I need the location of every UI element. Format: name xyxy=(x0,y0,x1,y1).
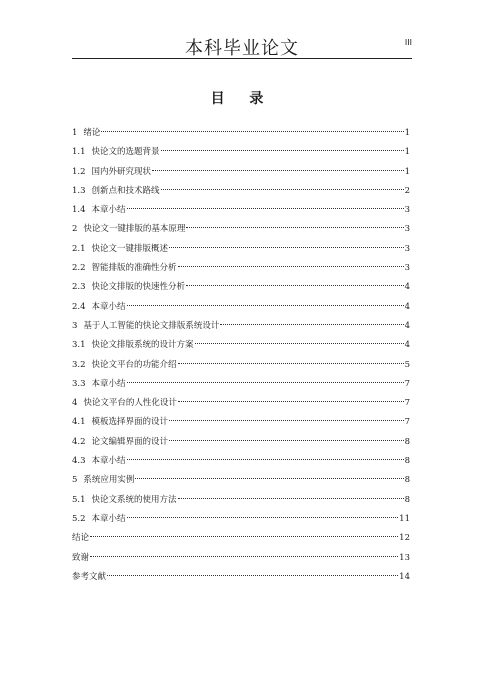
toc-entry[interactable] xyxy=(72,124,410,143)
toc-entry-number: 1.1 xyxy=(72,147,86,158)
toc-entry-title: 模板选择界面的设计 xyxy=(91,417,169,428)
toc-entry-title: 参考文献 xyxy=(72,571,107,582)
toc-entry-number: 3.2 xyxy=(72,359,86,370)
toc-entry-number: 2.2 xyxy=(72,263,86,274)
toc-entry-title: 快论文平台的人性化设计 xyxy=(83,398,177,409)
toc-entry-number: 4.1 xyxy=(72,417,86,428)
toc-entry-number: 1.4 xyxy=(72,205,86,216)
toc-entry-page: 8 xyxy=(404,475,410,486)
toc-entry-page: 1 xyxy=(404,147,410,158)
toc-entry-number: 2.1 xyxy=(72,243,86,254)
toc-entry-title: 结论 xyxy=(72,533,90,544)
toc-leader-dots xyxy=(186,227,403,228)
toc-entry-number: 2 xyxy=(72,224,78,235)
toc-entry-title: 创新点和技术路线 xyxy=(91,185,160,196)
toc-entry-number: 5.1 xyxy=(72,494,86,505)
toc-entry-number: 1.3 xyxy=(72,185,86,196)
toc-entry-number: 4.2 xyxy=(72,436,86,447)
toc-entry-title: 致谢 xyxy=(72,552,90,563)
toc-leader-dots xyxy=(90,556,398,557)
toc-entry-title: 快论文一键排版的基本原理 xyxy=(83,224,186,235)
toc-entry-number: 5 xyxy=(72,475,78,486)
toc-entry-page: 3 xyxy=(404,205,410,216)
toc-leader-dots xyxy=(161,150,404,151)
toc-entry[interactable] xyxy=(72,529,410,548)
toc-leader-dots xyxy=(178,363,404,364)
toc-leader-dots xyxy=(178,401,404,402)
toc-entry-number: 5.2 xyxy=(72,513,86,524)
toc-entry-title: 系统应用实例 xyxy=(83,475,135,486)
toc-entry-page: 12 xyxy=(399,533,410,544)
toc-entry-page: 3 xyxy=(404,243,410,254)
toc-leader-dots xyxy=(169,247,404,248)
toc-entry[interactable] xyxy=(72,201,410,220)
toc-leader-dots xyxy=(101,131,403,132)
toc-leader-dots xyxy=(90,536,398,537)
toc-entry-number: 2.3 xyxy=(72,282,86,293)
toc-entry-number: 4 xyxy=(72,398,78,409)
toc-entry-title: 本章小结 xyxy=(91,378,126,389)
toc-entry-title: 本章小结 xyxy=(91,301,126,312)
toc-leader-dots xyxy=(169,440,404,441)
toc-entry-title: 国内外研究现状 xyxy=(91,166,152,177)
toc-entry[interactable] xyxy=(72,510,410,529)
toc-entry[interactable] xyxy=(72,336,410,355)
toc-entry[interactable] xyxy=(72,433,410,452)
toc-entry-title: 快论文系统的使用方法 xyxy=(91,494,177,505)
toc-entry-number: 1 xyxy=(72,128,78,138)
toc-entry[interactable] xyxy=(72,375,410,394)
toc-leader-dots xyxy=(127,517,399,518)
toc-entry-page: 2 xyxy=(404,185,410,196)
toc-entry[interactable] xyxy=(72,240,410,259)
toc-entry-title: 智能排版的准确性分析 xyxy=(91,263,177,274)
toc-entry[interactable] xyxy=(72,471,410,490)
table-of-contents xyxy=(72,124,410,587)
toc-entry-title: 论文编辑界面的设计 xyxy=(91,436,169,447)
toc-entry-page: 7 xyxy=(404,398,410,409)
toc-entry-title: 本章小结 xyxy=(91,456,126,467)
toc-leader-dots xyxy=(135,478,403,479)
toc-entry[interactable] xyxy=(72,220,410,239)
toc-entry-page: 8 xyxy=(404,494,410,505)
toc-leader-dots xyxy=(127,208,404,209)
toc-entry-page: 13 xyxy=(399,552,410,563)
toc-entry-title: 绪论 xyxy=(83,128,101,138)
toc-entry[interactable] xyxy=(72,143,410,162)
toc-leader-dots xyxy=(127,382,404,383)
toc-entry-page: 4 xyxy=(404,340,410,351)
toc-entry[interactable] xyxy=(72,568,410,587)
toc-entry[interactable] xyxy=(72,278,410,297)
toc-leader-dots xyxy=(178,498,404,499)
toc-entry[interactable] xyxy=(72,452,410,471)
toc-entry-number: 1.2 xyxy=(72,166,86,177)
toc-entry-number: 3.3 xyxy=(72,378,86,389)
toc-entry-page: 7 xyxy=(404,417,410,428)
header-title: 本科毕业论文 xyxy=(185,38,299,59)
toc-entry[interactable] xyxy=(72,394,410,413)
toc-entry-page: 8 xyxy=(404,456,410,467)
toc-entry-number: 3 xyxy=(72,320,78,331)
toc-entry-page: 7 xyxy=(404,378,410,389)
toc-leader-dots xyxy=(220,324,403,325)
toc-entry[interactable] xyxy=(72,163,410,182)
toc-entry-number: 4.3 xyxy=(72,456,86,467)
toc-leader-dots xyxy=(152,170,404,171)
header-page-mark: III xyxy=(404,38,412,47)
toc-entry-page: 1 xyxy=(404,166,410,177)
toc-entry-number: 2.4 xyxy=(72,301,86,312)
toc-entry-title: 快论文排版的快速性分析 xyxy=(91,282,186,293)
toc-entry-title: 本章小结 xyxy=(91,205,126,216)
toc-leader-dots xyxy=(178,266,404,267)
toc-leader-dots xyxy=(127,305,404,306)
toc-entry[interactable] xyxy=(72,356,410,375)
toc-entry-page: 3 xyxy=(404,263,410,274)
toc-leader-dots xyxy=(127,459,404,460)
toc-entry[interactable] xyxy=(72,317,410,336)
toc-entry-page: 4 xyxy=(404,301,410,312)
toc-entry-page: 3 xyxy=(404,224,410,235)
toc-entry-title: 本章小结 xyxy=(91,513,126,524)
toc-entry-page: 11 xyxy=(399,513,410,524)
toc-title: 目 录 xyxy=(210,91,274,107)
toc-entry[interactable] xyxy=(72,182,410,201)
toc-entry-title: 快论文的选题背景 xyxy=(91,147,160,158)
toc-entry[interactable] xyxy=(72,491,410,510)
toc-leader-dots xyxy=(186,285,404,286)
toc-entry[interactable] xyxy=(72,298,410,317)
toc-leader-dots xyxy=(107,575,398,576)
toc-entry[interactable] xyxy=(72,259,410,278)
page-header xyxy=(72,30,412,59)
toc-entry-page: 1 xyxy=(404,128,410,138)
toc-leader-dots xyxy=(161,189,404,190)
toc-entry-page: 8 xyxy=(404,436,410,447)
toc-entry-title: 基于人工智能的快论文排版系统设计 xyxy=(83,320,220,331)
toc-entry-title: 快论文平台的功能介绍 xyxy=(91,359,177,370)
toc-entry-page: 14 xyxy=(399,571,410,582)
toc-entry[interactable] xyxy=(72,549,410,568)
toc-entry-number: 3.1 xyxy=(72,340,86,351)
toc-entry-title: 快论文排版系统的设计方案 xyxy=(91,340,194,351)
toc-entry-page: 4 xyxy=(404,320,410,331)
toc-entry[interactable] xyxy=(72,413,410,432)
toc-leader-dots xyxy=(195,343,404,344)
toc-leader-dots xyxy=(169,420,404,421)
toc-entry-page: 5 xyxy=(404,359,410,370)
toc-entry-title: 快论文一键排版概述 xyxy=(91,243,169,254)
toc-entry-page: 4 xyxy=(404,282,410,293)
